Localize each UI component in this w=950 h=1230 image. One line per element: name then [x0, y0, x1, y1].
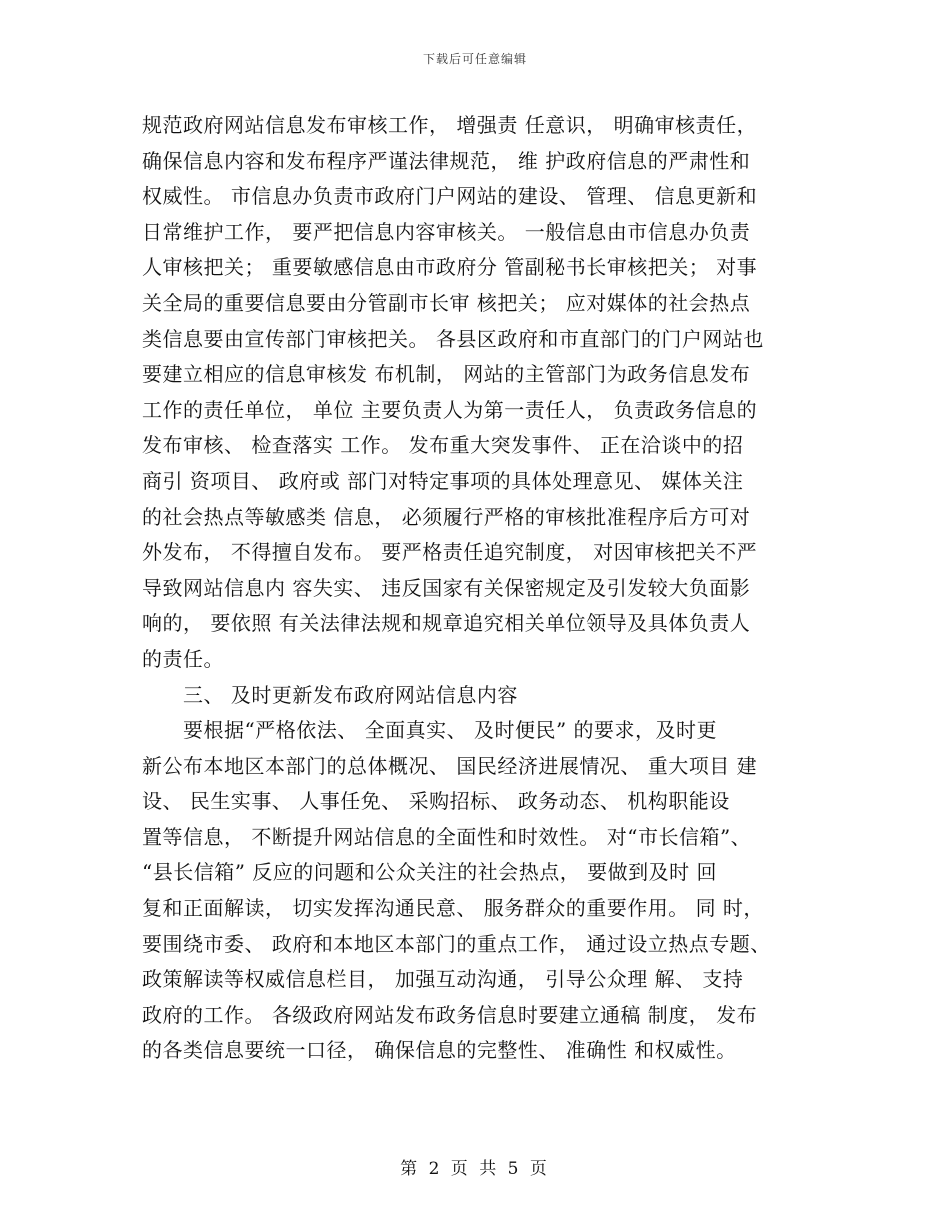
text-line: 权威性。 市信息办负责市政府门户网站的建设、 管理、 信息更新和 — [142, 184, 758, 209]
text-line: 的社会热点等敏感类 信息， 必须履行严格的审核批准程序后方可对 — [142, 504, 751, 529]
text-line: 商引 资项目、 政府或 部门对特定事项的具体处理意见、 媒体关注 — [142, 468, 744, 493]
text-line: 规范政府网站信息发布审核工作， 增强责 任意识， 明确审核责任， — [142, 113, 758, 137]
text-line: 类信息要由宣传部门审核把关。 各县区政府和市直部门的门户网站也 — [142, 326, 764, 351]
text-line: 工作的责任单位， 单位 主要负责人为第一责任人， 负责政务信息的 — [142, 397, 758, 422]
text-line: 的各类信息要统一口径， 确保信息的完整性、 准确性 和权威性。 — [142, 1038, 737, 1063]
text-line: 人审核把关； 重要敏感信息由市政府分 管副秘书长审核把关； 对事 — [142, 255, 758, 280]
text-line: 政府的工作。 各级政府网站发布政务信息时要建立通稿 制度， 发布 — [142, 1002, 758, 1027]
text-line: 政策解读等权威信息栏目， 加强互动沟通， 引导公众理 解、 支持 — [142, 967, 744, 992]
text-line: 置等信息， 不断提升网站信息的全面性和时效性。 对“市长信箱”、 — [142, 824, 752, 849]
text-line: 要围绕市委、 政府和本地区本部门的重点工作， 通过设立热点专题、 — [142, 931, 771, 956]
text-line: 新公布本地区本部门的总体概况、 国民经济进展情况、 重大项目 建 — [142, 753, 758, 778]
page-number: 第 2 页 共 5 页 — [400, 1159, 550, 1179]
document-body — [142, 108, 812, 1069]
text-line: 响的， 要依照 有关法律法规和规章追究相关单位领导及具体负责人 — [142, 611, 751, 636]
page-header: 下载后可任意编辑 — [422, 52, 527, 66]
text-line: 外发布， 不得擅自发布。 要严格责任追究制度， 对因审核把关不严 — [142, 540, 758, 565]
text-line: 设、 民生实事、 人事任免、 采购招标、 政务动态、 机构职能设 — [142, 789, 730, 814]
text-line: 关全局的重要信息要由分管副市长审 核把关； 应对媒体的社会热点 — [142, 290, 751, 315]
text-line: 的责任。 — [142, 646, 224, 671]
section-heading: 三、 及时更新发布政府网站信息内容 — [142, 682, 518, 707]
text-line: 要根据“严格依法、 全面真实、 及时便民” 的要求，及时更 — [142, 718, 718, 743]
text-line: 日常维护工作， 要严把信息内容审核关。 一般信息由市信息办负责 — [142, 219, 751, 244]
text-line: 导致网站信息内 容失实、 违反国家有关保密规定及引发较大负面影 — [142, 575, 751, 600]
text-line: 发布审核、 检查落实 工作。 发布重大突发事件、 正在洽谈中的招 — [142, 433, 744, 458]
text-line: “县长信箱” 反应的问题和公众关注的社会热点， 要做到及时 回 — [142, 860, 718, 885]
text-line: 复和正面解读， 切实发挥沟通民意、 服务群众的重要作用。 同 时， — [142, 896, 764, 921]
text-line: 确保信息内容和发布程序严谨法律规范， 维 护政府信息的严肃性和 — [142, 148, 751, 173]
text-line: 要建立相应的信息审核发 布机制， 网站的主管部门为政务信息发布 — [142, 362, 751, 387]
